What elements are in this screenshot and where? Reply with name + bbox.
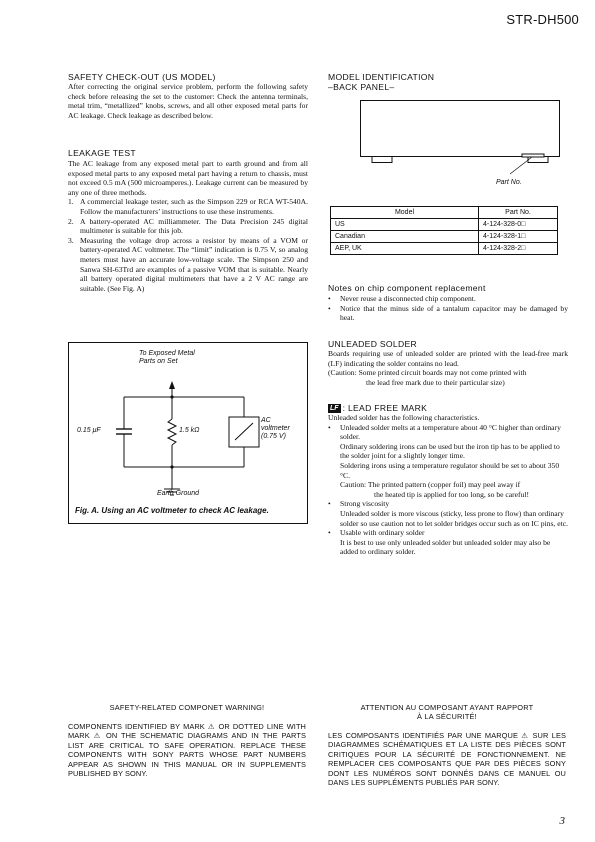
lead-free-mark-icon: LF	[330, 404, 339, 412]
list-item: • Usable with ordinary solder It is best to use only unleaded solder but unleaded solder may also be added to ordinary solder.	[328, 528, 551, 557]
list-item: 2. A battery-operated AC milliammeter. The Data Precision 245 digital multimeter is suitable for this job.	[68, 216, 308, 236]
model-id-title: MODEL IDENTIFICATION	[328, 72, 435, 82]
probe-label: To Exposed Metal Parts on Set	[139, 350, 195, 365]
ground-label: Earth Ground	[157, 490, 200, 497]
table-cell: Canadian	[331, 231, 479, 243]
unleaded-section	[328, 339, 568, 387]
unleaded-caution-cont: the lead free mark due to their particular size)	[366, 377, 505, 387]
warning-fr-title: ATTENTION AU COMPOSANT AYANT RAPPORT	[360, 703, 534, 712]
part-no-label: Part No.	[496, 179, 522, 186]
figure-a	[68, 342, 308, 524]
table-row	[331, 231, 558, 243]
list-item: 3. Measuring the voltage drop across a resistor by means of a VOM or battery-operated AC voltmeter. The “limit” indication is 0.75 V, so analog meters must have an accurate low-voltage scale. The Simpson 250 and Sanwa SH-63Trd are examples of a passive VOM that is suitable. Nearly all battery operated digital multimeters that have a 2 V AC range are suitable. (See Fig. A)	[68, 235, 308, 293]
list-item: • Strong viscosity Unleaded solder is more viscous (sticky, less prone to flow) than ordinary solder so use caution not to let solder bridges occur such as on IC pins, etc.	[328, 499, 568, 528]
leakage-intro: The AC leakage from any exposed metal part to earth ground and from all exposed metal parts to any exposed metal part having a return to chassis, must not exceed 0.5 mA (500 microamperes.). Leakage current can be measured by any one of three methods.	[68, 159, 308, 197]
list-item: • Never reuse a disconnected chip component.	[328, 294, 476, 303]
list-item: • Notice that the minus side of a tantalum capacitor may be damaged by heat.	[328, 303, 568, 323]
lead-free-title: : LEAD FREE MARK	[342, 403, 428, 413]
leakage-title: LEAKAGE TEST	[68, 148, 136, 158]
table-header-model: Model	[331, 207, 479, 219]
model-number: STR-DH500	[506, 12, 579, 27]
table-header-row	[331, 207, 558, 219]
table-cell: 4-124-328-2□	[479, 243, 558, 255]
page-number: 3	[559, 815, 565, 827]
table-cell: 4-124-328-1□	[479, 231, 558, 243]
warning-english	[68, 703, 306, 778]
lead-free-section	[328, 403, 568, 557]
list-item: • Unleaded solder melts at a temperature about 40 °C higher than ordinary solder. Ordinary soldering irons can be used but the iron tip has to be applied to the solder joint for a slightly longer time. Soldering irons using a temperature regulator should be set to about 350 °C. Caution: The printed pattern (copper foil) may peel away if the heated tip is applied for too long, so be careful!	[328, 422, 561, 499]
warning-en-title: SAFETY-RELATED COMPONET WARNING!	[109, 703, 265, 712]
table-cell: 4-124-328-0□	[479, 219, 558, 231]
warning-french	[328, 703, 566, 787]
capacitor-label: 0.15 μF	[77, 427, 101, 434]
leakage-section	[68, 148, 308, 293]
chip-list	[328, 294, 568, 323]
table-row	[331, 219, 558, 231]
warning-en-text: COMPONENTS IDENTIFIED BY MARK ⚠ OR DOTTED LINE WITH MARK ⚠ ON THE SCHEMATIC DIAGRAMS AND IN THE PARTS LIST ARE CRITICAL TO SAFE OPERATION. REPLACE THESE COMPONENTS WITH SONY PARTS WHOSE PART NUMBERS APPEAR AS SHOWN IN THIS MANUAL OR IN SUPPLEMENTS PUBLISHED BY SONY.	[68, 722, 306, 779]
warning-fr-title-2: À LA SÉCURITÉ!	[417, 712, 477, 721]
table-cell: AEP, UK	[331, 243, 479, 255]
figure-caption: Fig. A. Using an AC voltmeter to check AC leakage.	[75, 506, 269, 515]
table-header-part: Part No.	[479, 207, 558, 219]
chip-title: Notes on chip component replacement	[328, 283, 486, 293]
lead-free-intro: Unleaded solder has the following characteristics.	[328, 413, 480, 422]
back-panel-title: –BACK PANEL–	[328, 82, 395, 92]
resistor-label: 1.5 kΩ	[179, 427, 200, 434]
leakage-methods-list	[68, 197, 308, 293]
back-panel-illustration	[360, 100, 560, 175]
voltmeter-label: AC voltmeter (0.75 V)	[261, 417, 290, 440]
unleaded-caution: (Caution: Some printed circuit boards may not come printed with	[328, 368, 527, 378]
model-identification	[328, 72, 568, 92]
table-row	[331, 243, 558, 255]
lead-free-list	[328, 423, 568, 557]
table-cell: US	[331, 219, 479, 231]
safety-text: After correcting the original service problem, perform the following safety check before releasing the set to the customer: Check the antenna terminals, metal trim, “metallized” knobs, screws, and all other exposed metal parts for AC leakage. Check leakage as described below.	[68, 82, 308, 120]
safety-section	[68, 72, 308, 120]
model-part-table	[330, 206, 558, 255]
chip-notes	[328, 283, 568, 323]
safety-title: SAFETY CHECK-OUT (US MODEL)	[68, 72, 216, 82]
unleaded-title: UNLEADED SOLDER	[328, 339, 418, 349]
list-item: 1. A commercial leakage tester, such as the Simpson 229 or RCA WT-540A. Follow the manufacturers’ instructions to use these instruments.	[68, 197, 308, 216]
warning-fr-text: LES COMPOSANTS IDENTIFIÉS PAR UNE MARQUE ⚠ SUR LES DIAGRAMMES SCHÉMATIQUES ET LA LISTE DES PIÈCES SONT CRITIQUES POUR LA SÉCURITÉ DE FONCTIONNEMENT. NE REMPLACER CES COMPOSANTS QUE PAR DES PIÈCES SONY DONT LES NUMÉROS SONT DONNÉS DANS CE MANUEL OU DANS LES SUPPLÉMENTS PUBLIÉS PAR SONY.	[328, 731, 566, 788]
unleaded-text: Boards requiring use of unleaded solder are printed with the lead-free mark (LF) indicating the solder contains no lead.	[328, 349, 568, 368]
